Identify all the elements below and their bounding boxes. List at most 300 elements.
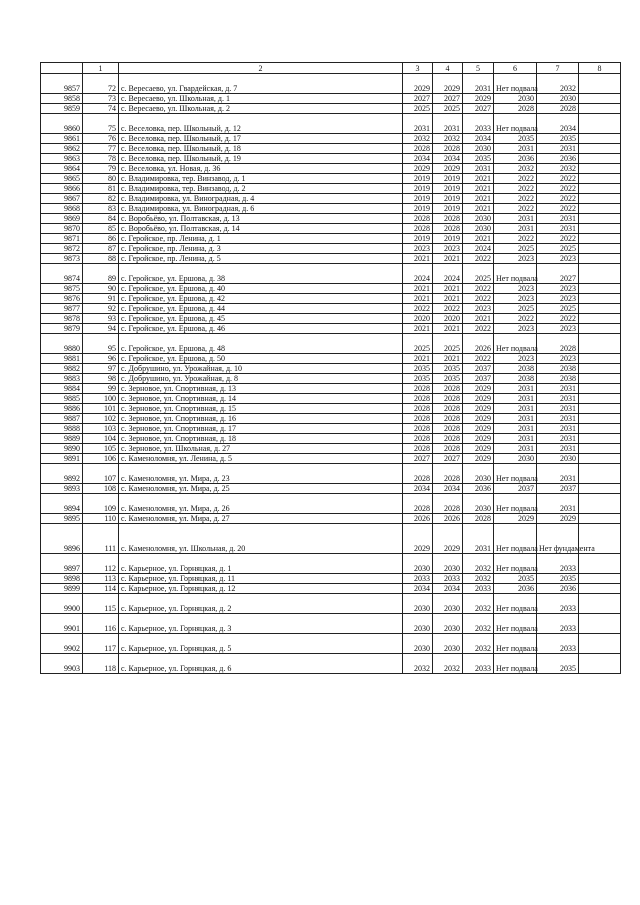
- year-col5-cell: 2028: [463, 514, 494, 524]
- row-id-cell: 9901: [41, 614, 83, 634]
- year-col4-cell: 2019: [433, 204, 463, 214]
- sequence-number-cell: 75: [83, 114, 119, 134]
- col8-cell: [579, 594, 621, 614]
- year-col3-cell: 2028: [403, 444, 433, 454]
- sequence-number-cell: 93: [83, 314, 119, 324]
- col7-cell: Нет фундамента: [537, 524, 579, 554]
- row-id-cell: 9866: [41, 184, 83, 194]
- row-id-cell: 9876: [41, 294, 83, 304]
- address-cell: с. Геройское, ул. Ершова, д. 46: [119, 324, 403, 334]
- header-cell: 1: [83, 63, 119, 74]
- col6-cell: 2022: [494, 204, 537, 214]
- table-row: [41, 414, 621, 424]
- table-row: [41, 374, 621, 384]
- year-col4-cell: 2028: [433, 384, 463, 394]
- row-id-cell: 9875: [41, 284, 83, 294]
- sequence-number-cell: 79: [83, 164, 119, 174]
- row-id-cell: 9894: [41, 494, 83, 514]
- col7-cell: 2022: [537, 194, 579, 204]
- year-col4-cell: 2027: [433, 454, 463, 464]
- table-row: [41, 364, 621, 374]
- table-row: [41, 464, 621, 484]
- address-cell: с. Веселовка, пер. Школьный, д. 12: [119, 114, 403, 134]
- table-body: [41, 74, 621, 674]
- year-col4-cell: 2030: [433, 614, 463, 634]
- year-col4-cell: 2034: [433, 584, 463, 594]
- address-cell: с. Каменоломня, ул. Мира, д. 27: [119, 514, 403, 524]
- col7-cell: 2023: [537, 354, 579, 364]
- year-col5-cell: 2021: [463, 194, 494, 204]
- col8-cell: [579, 284, 621, 294]
- year-col4-cell: 2034: [433, 154, 463, 164]
- header-row: [41, 63, 621, 74]
- year-col3-cell: 2021: [403, 284, 433, 294]
- col8-cell: [579, 614, 621, 634]
- year-col3-cell: 2027: [403, 454, 433, 464]
- table-row: [41, 304, 621, 314]
- col6-cell: Нет подвала: [494, 494, 537, 514]
- col8-cell: [579, 384, 621, 394]
- year-col4-cell: 2030: [433, 594, 463, 614]
- sequence-number-cell: 92: [83, 304, 119, 314]
- row-id-cell: 9879: [41, 324, 83, 334]
- year-col3-cell: 2019: [403, 204, 433, 214]
- col7-cell: 2023: [537, 294, 579, 304]
- year-col4-cell: 2025: [433, 104, 463, 114]
- col8-cell: [579, 204, 621, 214]
- col8-cell: [579, 414, 621, 424]
- col7-cell: 2028: [537, 104, 579, 114]
- row-id-cell: 9872: [41, 244, 83, 254]
- year-col5-cell: 2030: [463, 224, 494, 234]
- year-col5-cell: 2033: [463, 654, 494, 674]
- year-col3-cell: 2035: [403, 364, 433, 374]
- year-col5-cell: 2023: [463, 304, 494, 314]
- sequence-number-cell: 114: [83, 584, 119, 594]
- address-cell: с. Вересаево, ул. Школьная, д. 1: [119, 94, 403, 104]
- col6-cell: 2031: [494, 414, 537, 424]
- year-col4-cell: 2026: [433, 514, 463, 524]
- col6-cell: 2023: [494, 254, 537, 264]
- col7-cell: 2022: [537, 174, 579, 184]
- col6-cell: 2030: [494, 454, 537, 464]
- col6-cell: 2031: [494, 214, 537, 224]
- year-col5-cell: 2037: [463, 374, 494, 384]
- row-id-cell: 9895: [41, 514, 83, 524]
- sequence-number-cell: 87: [83, 244, 119, 254]
- row-id-cell: 9874: [41, 264, 83, 284]
- sequence-number-cell: 89: [83, 264, 119, 284]
- table-row: [41, 394, 621, 404]
- row-id-cell: 9858: [41, 94, 83, 104]
- col8-cell: [579, 304, 621, 314]
- row-id-cell: 9868: [41, 204, 83, 214]
- col6-cell: Нет подвала: [494, 634, 537, 654]
- year-col4-cell: 2030: [433, 554, 463, 574]
- col6-cell: 2022: [494, 184, 537, 194]
- address-cell: с. Зерновое, ул. Школьная, д. 27: [119, 444, 403, 454]
- year-col5-cell: 2035: [463, 154, 494, 164]
- year-col5-cell: 2025: [463, 264, 494, 284]
- col7-cell: 2031: [537, 434, 579, 444]
- col8-cell: [579, 154, 621, 164]
- year-col5-cell: 2032: [463, 554, 494, 574]
- year-col4-cell: 2035: [433, 374, 463, 384]
- table-row: [41, 184, 621, 194]
- col8-cell: [579, 104, 621, 114]
- col8-cell: [579, 174, 621, 184]
- col7-cell: 2023: [537, 254, 579, 264]
- year-col4-cell: 2029: [433, 74, 463, 94]
- year-col3-cell: 2028: [403, 434, 433, 444]
- sequence-number-cell: 77: [83, 144, 119, 154]
- col7-cell: 2031: [537, 214, 579, 224]
- col6-cell: 2023: [494, 294, 537, 304]
- col8-cell: [579, 584, 621, 594]
- sequence-number-cell: 100: [83, 394, 119, 404]
- year-col5-cell: 2021: [463, 204, 494, 214]
- year-col5-cell: 2021: [463, 174, 494, 184]
- row-id-cell: 9898: [41, 574, 83, 584]
- table-row: [41, 94, 621, 104]
- sequence-number-cell: 73: [83, 94, 119, 104]
- sequence-number-cell: 109: [83, 494, 119, 514]
- year-col5-cell: 2029: [463, 434, 494, 444]
- col8-cell: [579, 444, 621, 454]
- col7-cell: 2030: [537, 454, 579, 464]
- year-col3-cell: 2028: [403, 384, 433, 394]
- col6-cell: 2031: [494, 224, 537, 234]
- col7-cell: 2032: [537, 164, 579, 174]
- year-col3-cell: 2024: [403, 264, 433, 284]
- col6-cell: 2023: [494, 354, 537, 364]
- year-col4-cell: 2028: [433, 224, 463, 234]
- table-row: [41, 584, 621, 594]
- sequence-number-cell: 104: [83, 434, 119, 444]
- address-cell: с. Каменоломня, ул. Мира, д. 26: [119, 494, 403, 514]
- col8-cell: [579, 374, 621, 384]
- row-id-cell: 9891: [41, 454, 83, 464]
- year-col3-cell: 2025: [403, 334, 433, 354]
- year-col4-cell: 2028: [433, 144, 463, 154]
- table-row: [41, 334, 621, 354]
- col8-cell: [579, 194, 621, 204]
- col6-cell: Нет подвала: [494, 264, 537, 284]
- year-col3-cell: 2031: [403, 114, 433, 134]
- year-col5-cell: 2031: [463, 164, 494, 174]
- year-col5-cell: 2032: [463, 574, 494, 584]
- col7-cell: 2035: [537, 134, 579, 144]
- col6-cell: 2031: [494, 394, 537, 404]
- col8-cell: [579, 574, 621, 584]
- year-col4-cell: 2020: [433, 314, 463, 324]
- address-cell: с. Геройское, ул. Ершова, д. 50: [119, 354, 403, 364]
- col6-cell: 2038: [494, 364, 537, 374]
- year-col5-cell: 2022: [463, 254, 494, 264]
- year-col5-cell: 2029: [463, 404, 494, 414]
- year-col4-cell: 2030: [433, 634, 463, 654]
- year-col3-cell: 2029: [403, 524, 433, 554]
- row-id-cell: 9870: [41, 224, 83, 234]
- sequence-number-cell: 108: [83, 484, 119, 494]
- year-col3-cell: 2019: [403, 174, 433, 184]
- col7-cell: 2035: [537, 654, 579, 674]
- sequence-number-cell: 115: [83, 594, 119, 614]
- address-cell: с. Зерновое, ул. Спортивная, д. 18: [119, 434, 403, 444]
- col8-cell: [579, 654, 621, 674]
- col8-cell: [579, 134, 621, 144]
- address-cell: с. Веселовка, ул. Новая, д. 36: [119, 164, 403, 174]
- col7-cell: 2025: [537, 244, 579, 254]
- col7-cell: 2033: [537, 614, 579, 634]
- year-col3-cell: 2029: [403, 74, 433, 94]
- address-cell: с. Веселовка, пер. Школьный, д. 19: [119, 154, 403, 164]
- address-cell: с. Карьерное, ул. Горняцкая, д. 12: [119, 584, 403, 594]
- year-col5-cell: 2029: [463, 424, 494, 434]
- year-col3-cell: 2027: [403, 94, 433, 104]
- col8-cell: [579, 404, 621, 414]
- col6-cell: Нет подвала: [494, 614, 537, 634]
- sequence-number-cell: 81: [83, 184, 119, 194]
- year-col4-cell: 2028: [433, 444, 463, 454]
- address-cell: с. Воробьёво, ул. Полтавская, д. 13: [119, 214, 403, 224]
- year-col3-cell: 2030: [403, 614, 433, 634]
- table-row: [41, 164, 621, 174]
- col8-cell: [579, 114, 621, 134]
- year-col5-cell: 2030: [463, 464, 494, 484]
- col7-cell: 2025: [537, 304, 579, 314]
- col6-cell: 2035: [494, 134, 537, 144]
- col8-cell: [579, 294, 621, 304]
- sequence-number-cell: 118: [83, 654, 119, 674]
- year-col3-cell: 2028: [403, 394, 433, 404]
- table-row: [41, 264, 621, 284]
- col6-cell: 2025: [494, 244, 537, 254]
- sequence-number-cell: 91: [83, 294, 119, 304]
- row-id-cell: 9871: [41, 234, 83, 244]
- table-row: [41, 554, 621, 574]
- year-col3-cell: 2028: [403, 424, 433, 434]
- row-id-cell: 9885: [41, 394, 83, 404]
- year-col4-cell: 2032: [433, 654, 463, 674]
- sequence-number-cell: 85: [83, 224, 119, 234]
- row-id-cell: 9883: [41, 374, 83, 384]
- year-col3-cell: 2020: [403, 314, 433, 324]
- address-cell: с. Веселовка, пер. Школьный, д. 18: [119, 144, 403, 154]
- col8-cell: [579, 394, 621, 404]
- year-col3-cell: 2028: [403, 144, 433, 154]
- col7-cell: 2031: [537, 394, 579, 404]
- col7-cell: 2033: [537, 554, 579, 574]
- row-id-cell: 9889: [41, 434, 83, 444]
- col6-cell: Нет подвала: [494, 554, 537, 574]
- sequence-number-cell: 72: [83, 74, 119, 94]
- col6-cell: Нет подвала: [494, 594, 537, 614]
- year-col3-cell: 2028: [403, 224, 433, 234]
- year-col3-cell: 2034: [403, 484, 433, 494]
- year-col4-cell: 2021: [433, 254, 463, 264]
- sequence-number-cell: 106: [83, 454, 119, 464]
- row-id-cell: 9865: [41, 174, 83, 184]
- year-col5-cell: 2036: [463, 484, 494, 494]
- year-col5-cell: 2022: [463, 284, 494, 294]
- col6-cell: Нет подвала: [494, 524, 537, 554]
- col7-cell: 2038: [537, 374, 579, 384]
- row-id-cell: 9896: [41, 524, 83, 554]
- col8-cell: [579, 434, 621, 444]
- table-row: [41, 314, 621, 324]
- address-cell: с. Воробьёво, ул. Полтавская, д. 14: [119, 224, 403, 234]
- table-row: [41, 284, 621, 294]
- col6-cell: 2028: [494, 104, 537, 114]
- year-col5-cell: 2021: [463, 184, 494, 194]
- year-col3-cell: 2021: [403, 254, 433, 264]
- row-id-cell: 9860: [41, 114, 83, 134]
- row-id-cell: 9903: [41, 654, 83, 674]
- year-col3-cell: 2028: [403, 214, 433, 224]
- table-row: [41, 424, 621, 434]
- col8-cell: [579, 164, 621, 174]
- col7-cell: 2032: [537, 74, 579, 94]
- table-row: [41, 234, 621, 244]
- col8-cell: [579, 324, 621, 334]
- table-row: [41, 244, 621, 254]
- row-id-cell: 9890: [41, 444, 83, 454]
- year-col3-cell: 2028: [403, 414, 433, 424]
- col6-cell: 2029: [494, 514, 537, 524]
- sequence-number-cell: 98: [83, 374, 119, 384]
- address-cell: с. Каменоломня, ул. Школьная, д. 20: [119, 524, 403, 554]
- address-cell: с. Добрушино, ул. Урожайная, д. 10: [119, 364, 403, 374]
- sequence-number-cell: 117: [83, 634, 119, 654]
- table-row: [41, 134, 621, 144]
- row-id-cell: 9864: [41, 164, 83, 174]
- sequence-number-cell: 74: [83, 104, 119, 114]
- col8-cell: [579, 184, 621, 194]
- address-cell: с. Геройское, ул. Ершова, д. 44: [119, 304, 403, 314]
- col7-cell: 2038: [537, 364, 579, 374]
- year-col5-cell: 2022: [463, 294, 494, 304]
- table-row: [41, 144, 621, 154]
- col8-cell: [579, 514, 621, 524]
- col7-cell: 2022: [537, 314, 579, 324]
- table-row: [41, 384, 621, 394]
- table-row: [41, 574, 621, 584]
- address-cell: с. Геройское, пр. Ленина, д. 3: [119, 244, 403, 254]
- table-row: [41, 354, 621, 364]
- year-col3-cell: 2019: [403, 184, 433, 194]
- sequence-number-cell: 110: [83, 514, 119, 524]
- table-row: [41, 224, 621, 234]
- year-col3-cell: 2028: [403, 494, 433, 514]
- col8-cell: [579, 244, 621, 254]
- col8-cell: [579, 224, 621, 234]
- address-cell: с. Зерновое, ул. Спортивная, д. 16: [119, 414, 403, 424]
- table-row: [41, 654, 621, 674]
- col6-cell: 2036: [494, 154, 537, 164]
- header-cell: [41, 63, 83, 74]
- table-row: [41, 294, 621, 304]
- year-col3-cell: 2021: [403, 324, 433, 334]
- col6-cell: 2022: [494, 314, 537, 324]
- row-id-cell: 9881: [41, 354, 83, 364]
- year-col4-cell: 2019: [433, 194, 463, 204]
- address-cell: с. Зерновое, ул. Спортивная, д. 13: [119, 384, 403, 394]
- year-col4-cell: 2024: [433, 264, 463, 284]
- year-col3-cell: 2030: [403, 554, 433, 574]
- year-col5-cell: 2029: [463, 94, 494, 104]
- col8-cell: [579, 234, 621, 244]
- year-col4-cell: 2029: [433, 524, 463, 554]
- col6-cell: 2035: [494, 574, 537, 584]
- year-col5-cell: 2032: [463, 634, 494, 654]
- table-row: [41, 634, 621, 654]
- table-row: [41, 454, 621, 464]
- year-col3-cell: 2026: [403, 514, 433, 524]
- year-col4-cell: 2032: [433, 134, 463, 144]
- year-col5-cell: 2024: [463, 244, 494, 254]
- year-col3-cell: 2025: [403, 104, 433, 114]
- sequence-number-cell: 80: [83, 174, 119, 184]
- year-col4-cell: 2035: [433, 364, 463, 374]
- col8-cell: [579, 264, 621, 284]
- address-cell: с. Геройское, пр. Ленина, д. 1: [119, 234, 403, 244]
- sequence-number-cell: 83: [83, 204, 119, 214]
- row-id-cell: 9900: [41, 594, 83, 614]
- col6-cell: Нет подвала: [494, 464, 537, 484]
- header-cell: 4: [433, 63, 463, 74]
- col7-cell: 2031: [537, 494, 579, 514]
- address-cell: с. Зерновое, ул. Спортивная, д. 14: [119, 394, 403, 404]
- col7-cell: 2027: [537, 264, 579, 284]
- year-col5-cell: 2022: [463, 324, 494, 334]
- year-col4-cell: 2028: [433, 494, 463, 514]
- col7-cell: 2031: [537, 404, 579, 414]
- year-col3-cell: 2019: [403, 194, 433, 204]
- address-cell: с. Карьерное, ул. Горняцкая, д. 2: [119, 594, 403, 614]
- address-cell: с. Карьерное, ул. Горняцкая, д. 6: [119, 654, 403, 674]
- year-col4-cell: 2028: [433, 404, 463, 414]
- table-row: [41, 404, 621, 414]
- col7-cell: 2031: [537, 464, 579, 484]
- sequence-number-cell: 97: [83, 364, 119, 374]
- table-row: [41, 204, 621, 214]
- address-cell: с. Карьерное, ул. Горняцкая, д. 11: [119, 574, 403, 584]
- sequence-number-cell: 90: [83, 284, 119, 294]
- year-col4-cell: 2022: [433, 304, 463, 314]
- year-col5-cell: 2021: [463, 314, 494, 324]
- sequence-number-cell: 107: [83, 464, 119, 484]
- col6-cell: 2022: [494, 174, 537, 184]
- address-cell: с. Карьерное, ул. Горняцкая, д. 1: [119, 554, 403, 574]
- header-cell: 5: [463, 63, 494, 74]
- year-col5-cell: 2029: [463, 454, 494, 464]
- row-id-cell: 9893: [41, 484, 83, 494]
- col7-cell: 2031: [537, 144, 579, 154]
- col7-cell: 2031: [537, 444, 579, 454]
- sequence-number-cell: 84: [83, 214, 119, 224]
- year-col3-cell: 2035: [403, 374, 433, 384]
- year-col5-cell: 2029: [463, 394, 494, 404]
- row-id-cell: 9899: [41, 584, 83, 594]
- year-col5-cell: 2031: [463, 524, 494, 554]
- col6-cell: 2031: [494, 434, 537, 444]
- col8-cell: [579, 454, 621, 464]
- year-col4-cell: 2031: [433, 114, 463, 134]
- year-col3-cell: 2030: [403, 594, 433, 614]
- sequence-number-cell: 103: [83, 424, 119, 434]
- row-id-cell: 9880: [41, 334, 83, 354]
